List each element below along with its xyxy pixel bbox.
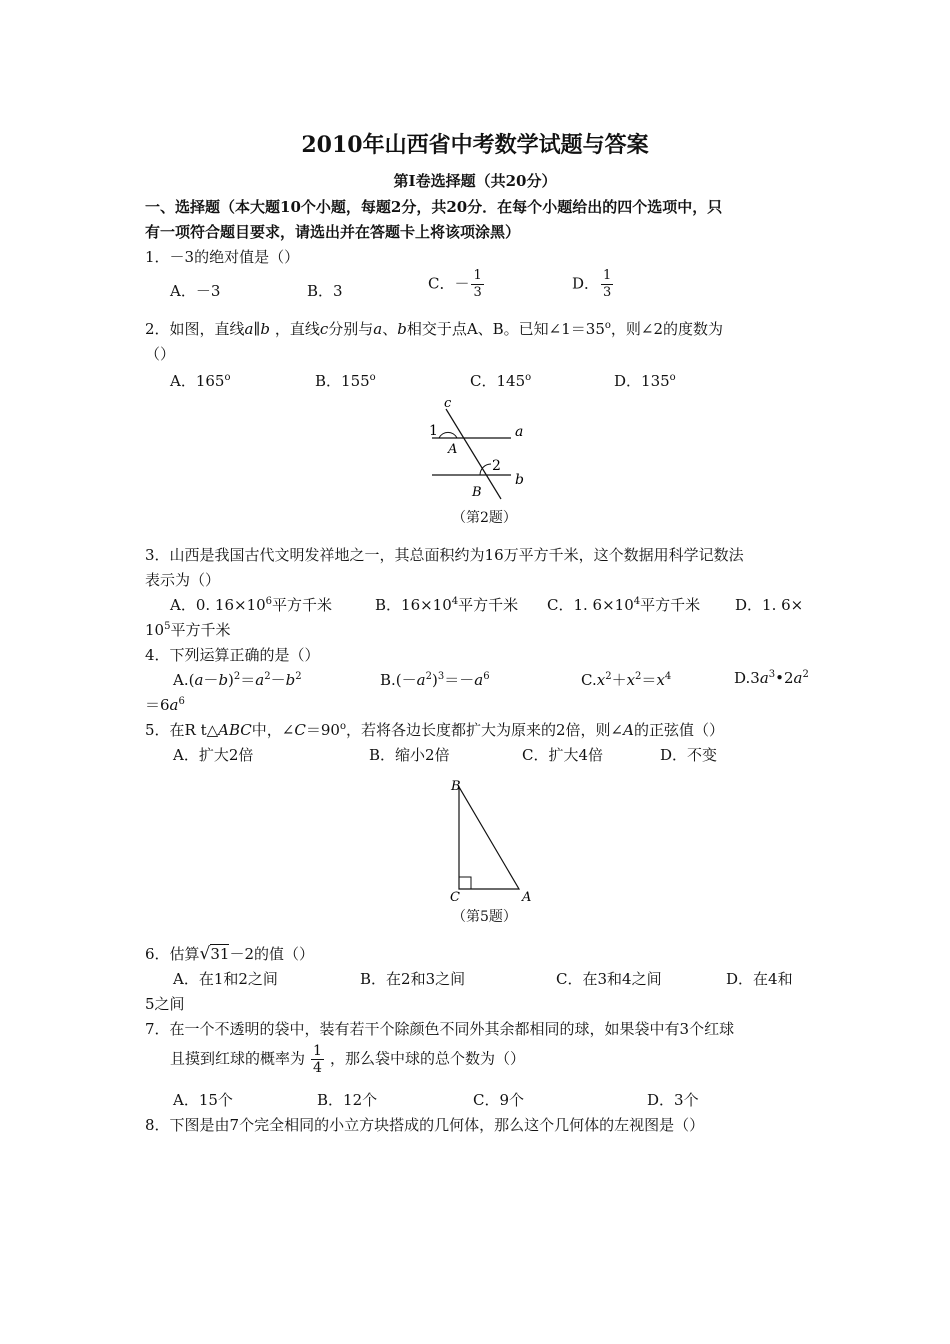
- q3-option-d-cont: $10^5$平方千米: [145, 621, 231, 639]
- q7-option-b: B．12个: [317, 1091, 378, 1109]
- q2-stem-line2: （）: [145, 345, 176, 363]
- q6-option-a: A．在1和2之间: [173, 970, 278, 988]
- q1-option-c-fraction: $\frac{1}{3}$: [473, 268, 482, 300]
- q4-stem: 4．下列运算正确的是（）: [145, 646, 320, 664]
- q5-figure-right-triangle: [440, 775, 540, 905]
- q3-option-c: C．1. $6\times 10^4$平方千米: [547, 596, 701, 614]
- page-title: 2010年山西省中考数学试题与答案: [301, 132, 649, 158]
- label-point-B: B: [472, 485, 482, 500]
- q2-stem: 2．如图，直线a∥b ，直线c分别与a、b相交于点A、B。已知$\angle 1=35^o$，则∠2的度数为: [145, 320, 724, 338]
- q7-option-c: C．9个: [473, 1091, 525, 1109]
- q2-option-b: B．155$^o$: [315, 372, 376, 390]
- q7-stem-line2: 且摸到红球的概率为 $\frac{1}{4}$ ，那么袋中球的总个数为（）: [170, 1043, 525, 1076]
- q7-option-a: A．15个: [173, 1091, 233, 1109]
- q7-option-d: D．3个: [647, 1091, 699, 1109]
- q3-stem-line1: 3．山西是我国古代文明发祥地之一，其总面积约为16万平方千米，这个数据用科学记数法: [145, 546, 744, 564]
- label-c: c: [444, 396, 452, 411]
- q6-option-d-cont: 5之间: [145, 995, 185, 1013]
- q4-option-b: $B.(-a^2)^3=-a^6$: [380, 671, 490, 689]
- q2-figure-parallel-lines: [410, 395, 550, 507]
- q4-option-d-cont: $=6a^6$: [145, 696, 185, 714]
- q2-figure-caption: （第2题）: [452, 510, 517, 526]
- q2-option-a: A．165$^o$: [170, 372, 231, 390]
- angle-1-arc: [439, 432, 457, 438]
- label-angle-1: 1: [429, 423, 438, 439]
- q5-option-d: D．不变: [660, 746, 718, 764]
- q5-option-c: C．扩大4倍: [522, 746, 604, 764]
- section-instructions-line2: 有一项符合题目要求，请选出并在答题卡上将该项涂黑）: [145, 223, 521, 241]
- q7-stem-line1: 7．在一个不透明的袋中，装有若干个除颜色不同外其余都相同的球，如果袋中有3个红球: [145, 1020, 735, 1038]
- q6-option-c: C．在3和4之间: [556, 970, 662, 988]
- q3-stem-line2: 表示为（）: [145, 571, 221, 589]
- q5-option-a: A．扩大2倍: [173, 746, 254, 764]
- q3-option-b: B．$16\times 10^4$平方千米: [375, 596, 519, 614]
- label-C: C: [450, 890, 460, 905]
- q1-option-d: D． $\frac{1}{3}$: [572, 268, 612, 300]
- q6-option-b: B．在2和3之间: [360, 970, 466, 988]
- q2-option-c: C．145$^o$: [470, 372, 532, 390]
- label-a: a: [515, 424, 524, 440]
- q3-option-d: D．1. 6×: [735, 596, 804, 614]
- section-instructions-line1: 一、选择题（本大题10个小题，每题2分，共20分．在每个小题给出的四个选项中，只: [145, 198, 723, 216]
- q1-option-b: B．3: [307, 282, 343, 300]
- q4-option-c: $C.x^2+x^2=x^4$: [581, 671, 672, 689]
- q8-stem: 8．下图是由7个完全相同的小立方块搭成的几何体，那么这个几何体的左视图是（）: [145, 1116, 705, 1134]
- label-point-A: A: [448, 442, 458, 457]
- q1-option-d-fraction: $\frac{1}{3}$: [603, 268, 612, 300]
- q4-option-a: $A.(a-b)^2=a^2-b^2$: [173, 671, 302, 689]
- q2-option-d: D．135$^o$: [614, 372, 676, 390]
- label-angle-2: 2: [492, 458, 501, 474]
- q1-option-c: C．－ $\frac{1}{3}$: [428, 268, 482, 300]
- q5-option-b: B．缩小2倍: [369, 746, 450, 764]
- section-subtitle: 第Ⅰ卷选择题（共20分）: [393, 172, 557, 190]
- q1-option-a: A．－3: [170, 282, 221, 300]
- label-B: B: [451, 779, 461, 794]
- right-angle-mark: [459, 877, 471, 889]
- triangle-abc: [459, 787, 519, 889]
- label-b: b: [515, 472, 524, 488]
- q5-figure-caption: （第5题）: [452, 909, 517, 925]
- q6-option-d: D．在4和: [726, 970, 793, 988]
- q1-stem: 1．－3的绝对值是（）: [145, 248, 300, 266]
- label-A: A: [522, 890, 532, 905]
- q5-stem: 5．在R t△ABC中，$\angle C=90^o$，若将各边长度都扩大为原来的2倍，则∠A的正弦值（）: [145, 721, 724, 739]
- q4-option-d: $D.3a^3•2a^2$: [734, 669, 809, 687]
- q7-probability-fraction: $\frac{1}{4}$: [313, 1043, 322, 1076]
- q6-stem: 6．估算√31－2的值（）: [145, 944, 315, 964]
- q3-option-a: A．0. $16\times 10^6$平方千米: [170, 596, 333, 614]
